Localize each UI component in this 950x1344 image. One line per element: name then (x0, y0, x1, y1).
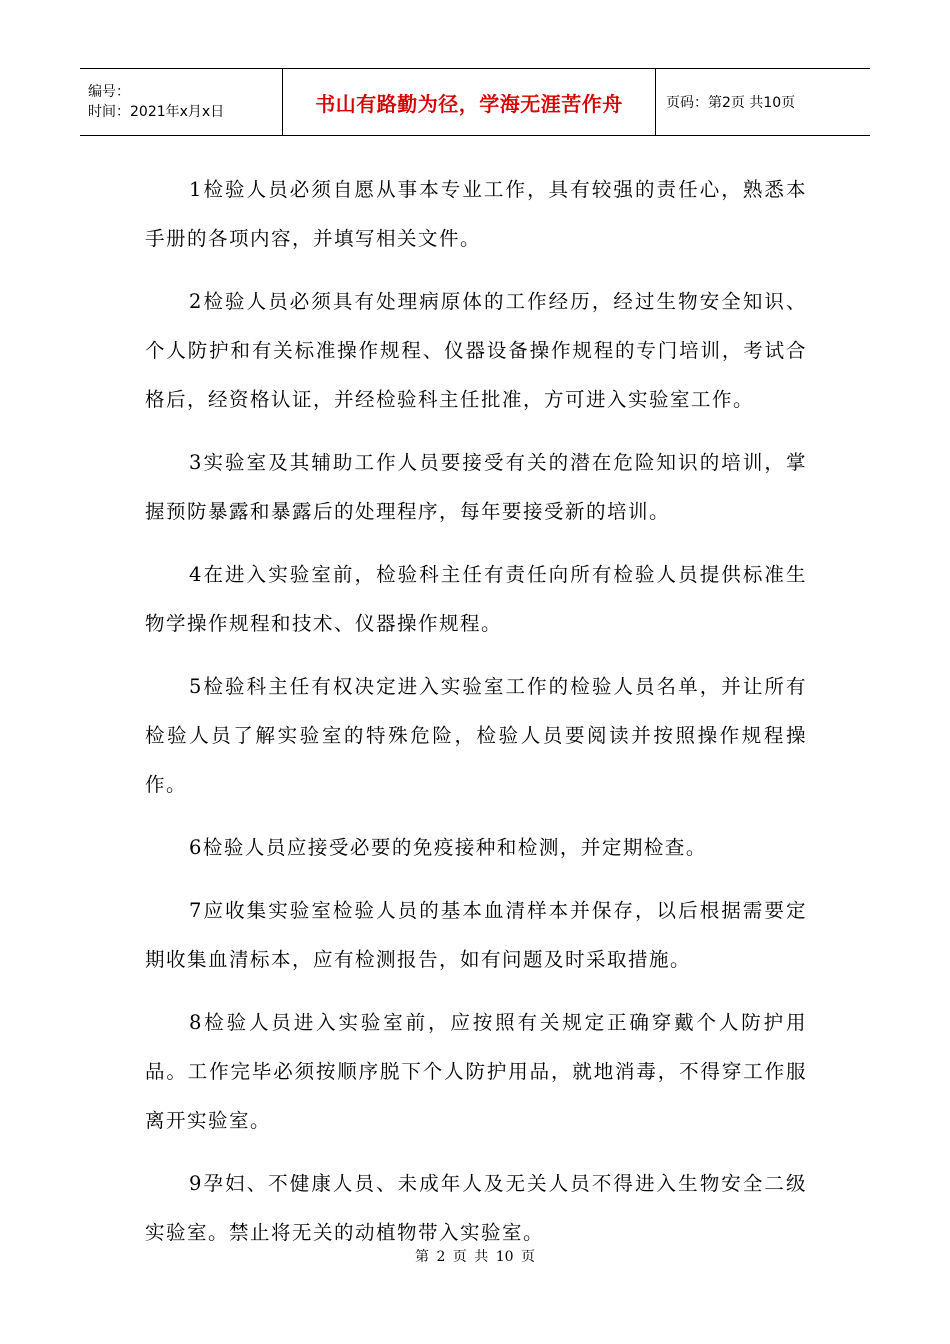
rule-paragraph-6: 6检验人员应接受必要的免疫接种和检测，并定期检查。 (189, 836, 707, 859)
rule-paragraph-7: 7应收集实验室检验人员的基本血清样本并保存，以后根据需要定期收集血清标本，应有检测报告，如有问题及时采取措施。 (145, 899, 807, 971)
rule-paragraph-2: 2检验人员必须具有处理病原体的工作经历，经过生物安全知识、个人防护和有关标准操作规程、仪器设备操作规程的专门培训，考试合格后，经资格认证，并经检验科主任批准，方可进入实验室工作。 (145, 290, 807, 411)
header-page-cell (656, 69, 870, 135)
header-motto: 书山有路勤为径，学海无涯苦作舟 (315, 91, 623, 116)
header-page-info: 页码：第2页 共10页 (666, 95, 796, 111)
header-motto-cell (283, 69, 656, 135)
rule-paragraph-8: 8检验人员进入实验室前，应按照有关规定正确穿戴个人防护用品。工作完毕必须按顺序脱下个人防护用品，就地消毒，不得穿工作服离开实验室。 (145, 1011, 807, 1132)
header-meta-cell (80, 69, 283, 135)
rule-paragraph-1: 1检验人员必须自愿从事本专业工作，具有较强的责任心，熟悉本手册的各项内容，并填写相关文件。 (145, 178, 807, 250)
rule-paragraph-5: 5检验科主任有权决定进入实验室工作的检验人员名单，并让所有检验人员了解实验室的特殊危险，检验人员要阅读并按照操作规程操作。 (145, 675, 807, 796)
document-body (145, 165, 807, 1271)
document-date: 时间：2021年x月x日 (88, 104, 225, 120)
rule-paragraph-9: 9孕妇、不健康人员、未成年人及无关人员不得进入生物安全二级实验室。禁止将无关的动植物带入实验室。 (145, 1172, 807, 1244)
rule-paragraph-4: 4在进入实验室前，检验科主任有责任向所有检验人员提供标准生物学操作规程和技术、仪器操作规程。 (145, 563, 807, 635)
page-footer: 第 2 页 共 10 页 (415, 1249, 535, 1265)
document-number-label: 编号： (88, 84, 130, 100)
rule-paragraph-3: 3实验室及其辅助工作人员要接受有关的潜在危险知识的培训，掌握预防暴露和暴露后的处理程序，每年要接受新的培训。 (145, 451, 807, 523)
page-header (80, 68, 870, 136)
